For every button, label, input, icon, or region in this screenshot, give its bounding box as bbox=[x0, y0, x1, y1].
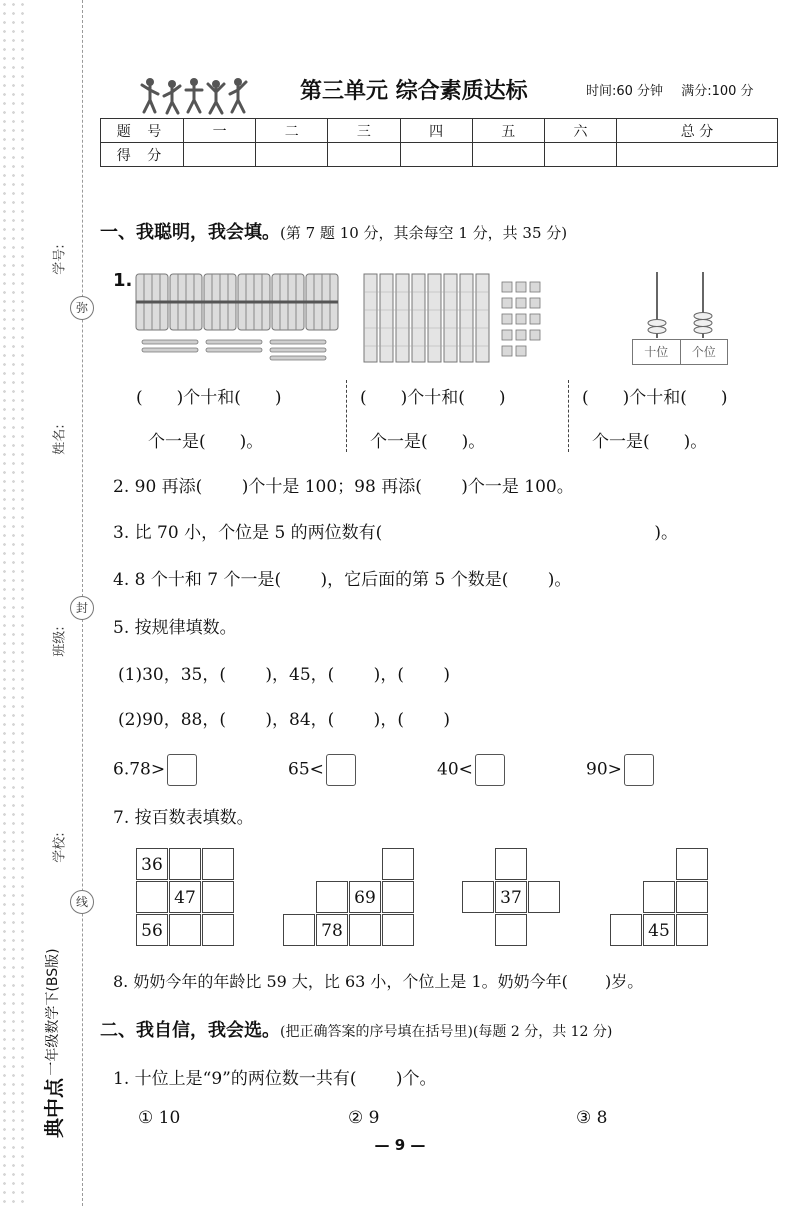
binding-dot-pattern bbox=[0, 0, 30, 1206]
grid-cell bbox=[382, 914, 414, 946]
q6-answer-box-4[interactable] bbox=[624, 754, 654, 786]
score-header-cell: 五 bbox=[472, 119, 544, 143]
grid-cell bbox=[349, 914, 381, 946]
grid-cell bbox=[528, 881, 560, 913]
time-limit: 时间:60 分钟 bbox=[586, 84, 664, 99]
grid-cell: 37 bbox=[495, 881, 527, 913]
question-5-title: 5. 按规律填数。 bbox=[113, 618, 237, 638]
q6-expression-1: 78> bbox=[129, 759, 166, 780]
grid-cell bbox=[316, 881, 348, 913]
option-3[interactable]: ③ 8 bbox=[576, 1108, 608, 1128]
section-2-title: 二、我自信，我会选。 bbox=[100, 1020, 280, 1041]
question-7-title: 7. 按百数表填数。 bbox=[113, 808, 254, 828]
exam-info bbox=[586, 80, 768, 99]
page-title: 第三单元 综合素质达标 bbox=[300, 79, 528, 104]
question-3: 3. 比 70 小，个位是 5 的两位数有( )。 bbox=[113, 523, 678, 543]
school-label: 学校: bbox=[52, 832, 68, 863]
question-5-line2: (2)90，88，( )，84，( )，( ) bbox=[118, 710, 450, 730]
divider-dashed-1 bbox=[346, 380, 347, 452]
grid-cell: 78 bbox=[316, 914, 348, 946]
question-5-line1: (1)30，35，( )，45，( )，( ) bbox=[118, 665, 450, 685]
q1c-line1: ( )个十和( ) bbox=[582, 388, 728, 408]
seal-mark-feng: 封 bbox=[70, 596, 94, 620]
q6-item-2 bbox=[288, 754, 356, 786]
q1b-line2: 个一是( )。 bbox=[370, 432, 486, 452]
grid-cell bbox=[169, 914, 201, 946]
section-2-question-1: 1. 十位上是“9”的两位数一共有( )个。 bbox=[113, 1069, 437, 1089]
q6-expression-3: 40< bbox=[437, 759, 473, 780]
section-2-note: (把正确答案的序号填在括号里)(每题 2 分，共 12 分) bbox=[280, 1024, 613, 1040]
score-header-cell: 一 bbox=[184, 119, 256, 143]
q1c-line2: 个一是( )。 bbox=[592, 432, 708, 452]
score-header-cell: 二 bbox=[256, 119, 328, 143]
grid-cell bbox=[136, 881, 168, 913]
q6-answer-box-2[interactable] bbox=[326, 754, 356, 786]
score-header-cell: 三 bbox=[328, 119, 400, 143]
q1a-line2: 个一是( )。 bbox=[148, 432, 264, 452]
grid-cell bbox=[495, 914, 527, 946]
score-cell[interactable] bbox=[472, 143, 544, 167]
question-6 bbox=[113, 754, 197, 786]
seal-mark-xian: 线 bbox=[70, 890, 94, 914]
grid-cell bbox=[676, 848, 708, 880]
q1a-line1: ( )个十和( ) bbox=[136, 388, 282, 408]
question-1-number: 1. bbox=[113, 270, 133, 291]
name-label: 姓名: bbox=[52, 424, 68, 455]
abacus-place-labels bbox=[632, 339, 728, 365]
people-figures-decoration bbox=[140, 76, 250, 116]
grid-cell bbox=[610, 914, 642, 946]
student-number-label: 学号: bbox=[52, 244, 68, 275]
bundles-of-sticks-illustration bbox=[134, 268, 340, 362]
ones-place-label: 个位 bbox=[691, 345, 716, 359]
grade-label: 一年级数学下(BS版) bbox=[45, 948, 61, 1076]
grid-cell: 47 bbox=[169, 881, 201, 913]
grid-cell bbox=[202, 848, 234, 880]
grid-cell bbox=[202, 914, 234, 946]
question-2: 2. 90 再添( )个十是 100；98 再添( )个一是 100。 bbox=[113, 477, 574, 497]
grid-cell bbox=[462, 881, 494, 913]
section-1-title: 一、我聪明，我会填。 bbox=[100, 222, 280, 243]
grid-cell bbox=[382, 848, 414, 880]
score-cell[interactable] bbox=[256, 143, 328, 167]
score-cell[interactable] bbox=[544, 143, 616, 167]
score-cell[interactable] bbox=[328, 143, 400, 167]
grid-cell: 69 bbox=[349, 881, 381, 913]
option-2[interactable]: ② 9 bbox=[348, 1108, 380, 1128]
q6-item-4 bbox=[586, 754, 654, 786]
score-table bbox=[100, 118, 778, 167]
grid-cell: 56 bbox=[136, 914, 168, 946]
score-cell[interactable] bbox=[184, 143, 256, 167]
question-6-number: 6. bbox=[113, 759, 130, 780]
score-table-header-row bbox=[101, 119, 778, 143]
grid-cell bbox=[676, 914, 708, 946]
question-8: 8. 奶奶今年的年龄比 59 大，比 63 小，个位上是 1。奶奶今年( )岁。 bbox=[113, 972, 644, 991]
full-score: 满分:100 分 bbox=[681, 84, 754, 99]
q6-expression-2: 65< bbox=[288, 759, 324, 780]
score-cell[interactable] bbox=[617, 143, 778, 167]
score-row-label: 得 分 bbox=[101, 143, 184, 167]
grid-cell bbox=[495, 848, 527, 880]
base-ten-blocks-illustration bbox=[362, 270, 554, 364]
q6-expression-4: 90> bbox=[586, 759, 622, 780]
page-number: — 9 — bbox=[374, 1136, 426, 1154]
seal-mark-mi: 弥 bbox=[70, 296, 94, 320]
q6-answer-box-3[interactable] bbox=[475, 754, 505, 786]
score-header-cell: 四 bbox=[400, 119, 472, 143]
grid-cell: 36 bbox=[136, 848, 168, 880]
score-header-cell: 总 分 bbox=[617, 119, 778, 143]
grid-cell bbox=[283, 914, 315, 946]
section-1-note: (第 7 题 10 分，其余每空 1 分，共 35 分) bbox=[280, 224, 568, 242]
q1b-line1: ( )个十和( ) bbox=[360, 388, 506, 408]
divider-dashed-2 bbox=[568, 380, 569, 452]
q6-item-3 bbox=[437, 754, 505, 786]
grid-cell: 45 bbox=[643, 914, 675, 946]
score-cell[interactable] bbox=[400, 143, 472, 167]
section-2-heading bbox=[100, 1016, 612, 1042]
class-label: 班级: bbox=[52, 626, 68, 657]
grid-cell bbox=[676, 881, 708, 913]
grid-cell bbox=[643, 881, 675, 913]
grid-cell bbox=[202, 881, 234, 913]
abacus-illustration bbox=[630, 270, 730, 344]
option-1[interactable]: ① 10 bbox=[138, 1108, 181, 1128]
tens-place-label: 十位 bbox=[633, 340, 681, 364]
brand-logo: 典中点 bbox=[42, 1078, 66, 1138]
score-header-cell: 题 号 bbox=[101, 119, 184, 143]
section-1-heading bbox=[100, 218, 567, 244]
grid-cell bbox=[169, 848, 201, 880]
score-table-score-row bbox=[101, 143, 778, 167]
question-4: 4. 8 个十和 7 个一是( )，它后面的第 5 个数是( )。 bbox=[113, 570, 572, 590]
score-header-cell: 六 bbox=[544, 119, 616, 143]
grid-cell bbox=[382, 881, 414, 913]
q6-answer-box-1[interactable] bbox=[167, 754, 197, 786]
